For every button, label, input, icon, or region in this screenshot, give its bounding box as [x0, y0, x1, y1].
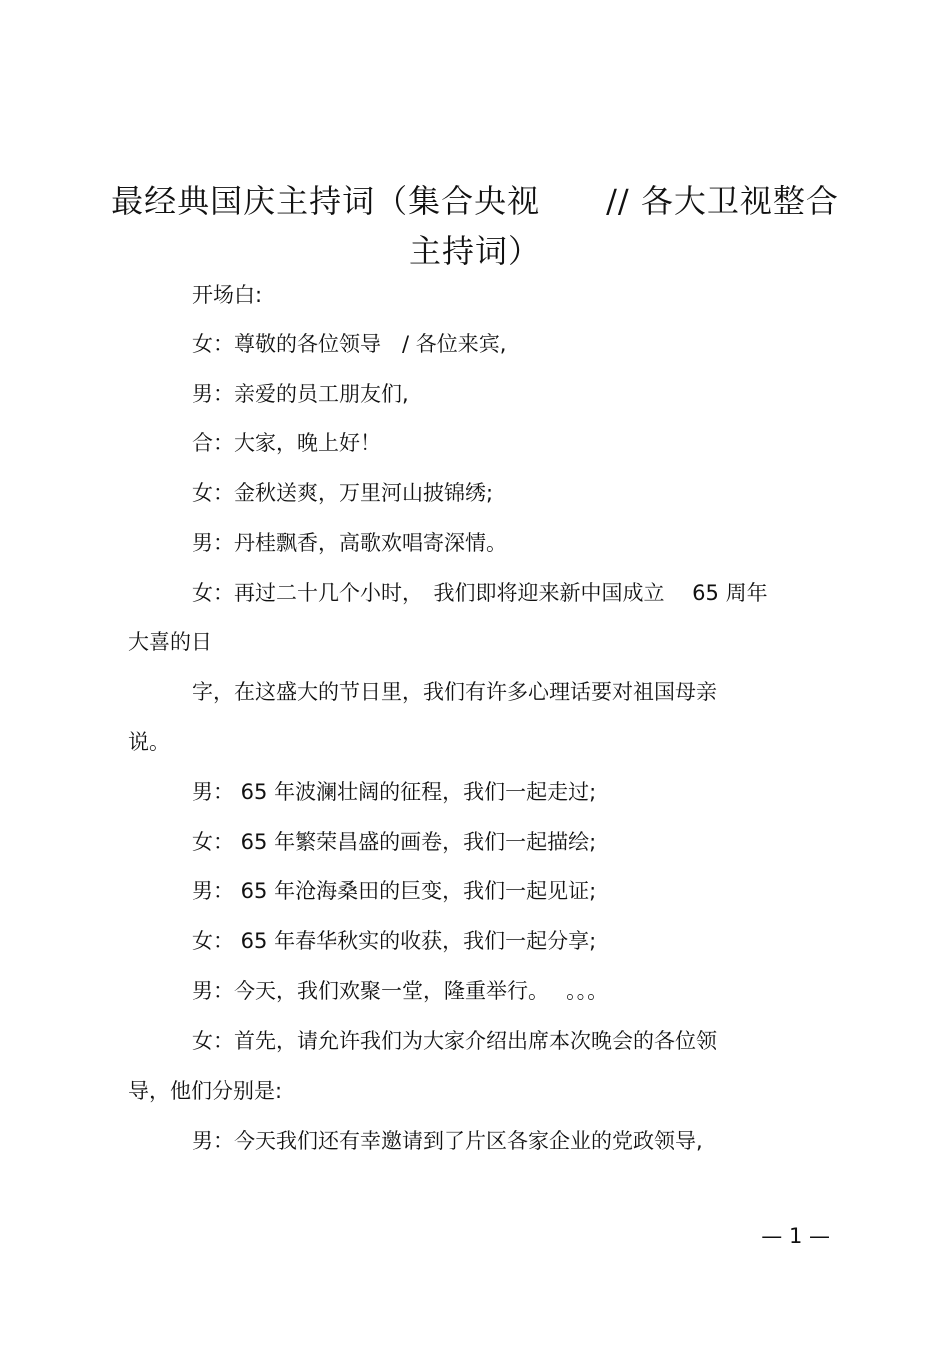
text-line: 男： 65 年沧海桑田的巨变，我们一起见证; — [192, 879, 597, 903]
document-title-line-2: 主持词） — [408, 232, 541, 270]
text-line: 男：今天，我们欢聚一堂，隆重举行。 。。。 — [192, 979, 609, 1003]
text-line: 女：金秋送爽，万里河山披锦绣; — [192, 481, 494, 505]
text-line: 女： 65 年春华秋实的收获，我们一起分享; — [192, 929, 597, 953]
text-line: 男：亲爱的员工朋友们, — [192, 382, 409, 406]
page-number: — 1 — — [761, 1224, 830, 1248]
text-line: 女：再过二十几个小时， 我们即将迎来新中国成立 65 周年 — [192, 581, 768, 605]
text-line: 大喜的日 — [128, 630, 212, 654]
text-line: 男：丹桂飘香，高歌欢唱寄深情。 — [192, 531, 507, 555]
text-line: 说。 — [128, 730, 170, 754]
document-title-line-1: 最经典国庆主持词（集合央视 // 各大卫视整合 — [111, 182, 839, 220]
text-line: 女：尊敬的各位领导 / 各位来宾, — [192, 332, 507, 356]
text-line: 合：大家，晚上好！ — [192, 431, 381, 455]
text-line: 女：首先，请允许我们为大家介绍出席本次晚会的各位领 — [192, 1029, 717, 1053]
text-line: 导，他们分别是: — [128, 1079, 283, 1103]
text-line: 男：今天我们还有幸邀请到了片区各家企业的党政领导, — [192, 1129, 703, 1153]
text-line: 字，在这盛大的节日里，我们有许多心理话要对祖国母亲 — [192, 680, 717, 704]
text-line: 开场白: — [192, 283, 263, 307]
text-line: 女： 65 年繁荣昌盛的画卷，我们一起描绘; — [192, 830, 597, 854]
text-line: 男： 65 年波澜壮阔的征程，我们一起走过; — [192, 780, 597, 804]
